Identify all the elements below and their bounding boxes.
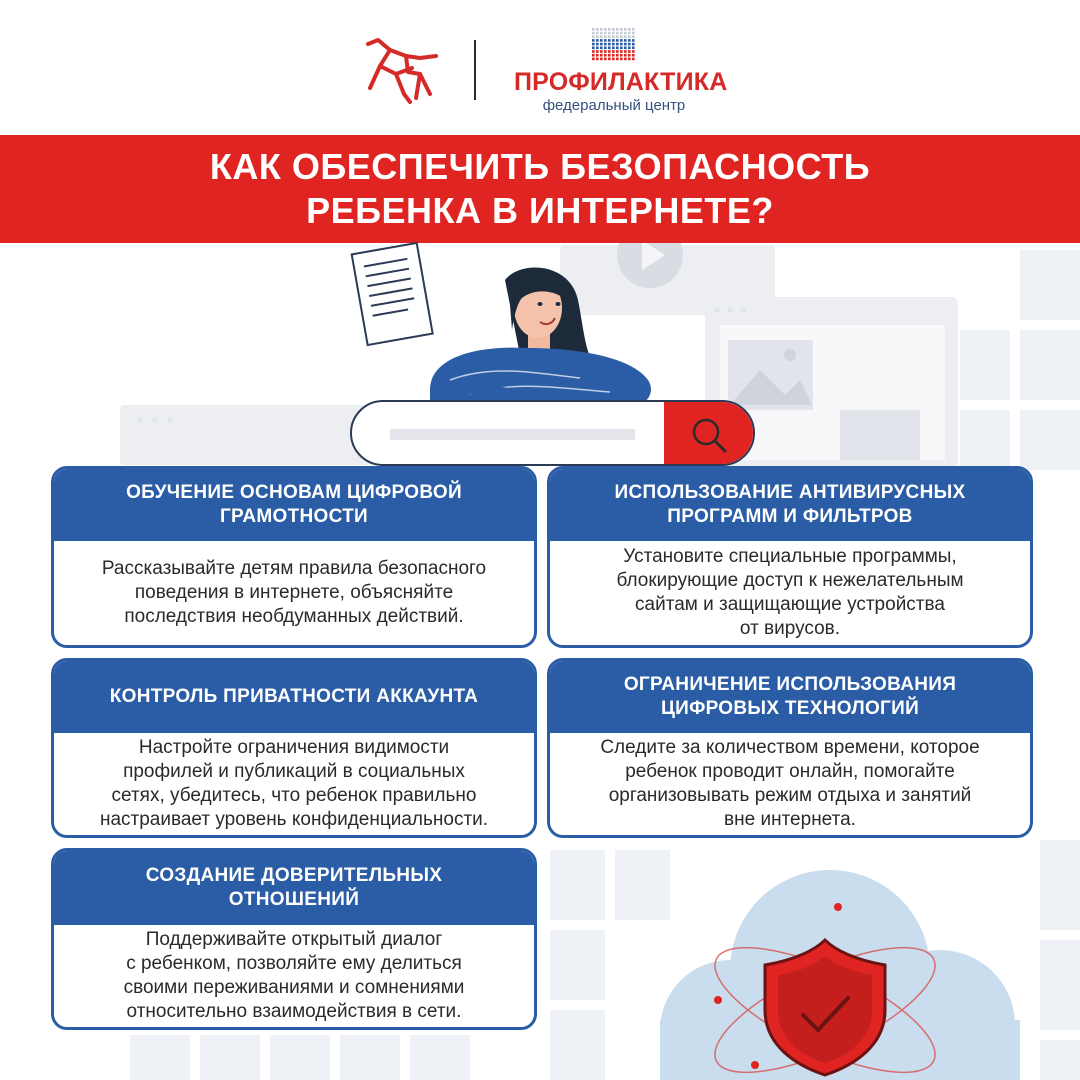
card-limit-digital-use	[547, 658, 1033, 838]
search-bar[interactable]	[350, 400, 755, 466]
card-text: Настройте ограничения видимости профилей и публикаций в социальных сетях, убедитесь, что ребенок правильно настраивает уровень конфиденциальности.	[99, 737, 489, 830]
flag-dots-logo-icon	[592, 28, 638, 62]
card-title: СОЗДАНИЕ ДОВЕРИТЕЛЬНЫХ ОТНОШЕНИЙ	[54, 851, 534, 925]
card-text: Установите специальные программы, блокирующие доступ к нежелательным сайтам и защищающие устройства от вирусов.	[616, 546, 964, 639]
card-digital-literacy	[51, 466, 537, 648]
search-placeholder-line	[390, 429, 635, 440]
card-title: ОГРАНИЧЕНИЕ ИСПОЛЬЗОВАНИЯ ЦИФРОВЫХ ТЕХНОЛОГИЙ	[550, 661, 1030, 733]
search-button[interactable]	[664, 402, 755, 466]
title-banner	[0, 135, 1080, 243]
brand-title: ПРОФИЛАКТИКА	[514, 68, 728, 96]
card-text: Поддерживайте открытый диалог с ребенком, позволяйте ему делиться своими переживаниями и сомнениями относительно взаимодействия в сети.	[123, 929, 465, 1022]
search-icon	[682, 410, 742, 460]
cloud-shield-illustration	[620, 860, 1040, 1080]
card-title: ОБУЧЕНИЕ ОСНОВАМ ЦИФРОВОЙ ГРАМОТНОСТИ	[54, 469, 534, 541]
card-text: Следите за количеством времени, которое ребенок проводит онлайн, помогайте организовывать режим отдыха и занятий вне интернета.	[600, 737, 980, 830]
page-title: КАК ОБЕСПЕЧИТЬ БЕЗОПАСНОСТЬ РЕБЕНКА В ИНТЕРНЕТЕ?	[209, 146, 871, 231]
card-account-privacy	[51, 658, 537, 838]
card-text: Рассказывайте детям правила безопасного поведения в интернете, объясняйте последствия необдуманных действий.	[101, 558, 487, 627]
card-trust-relationship	[51, 848, 537, 1030]
header	[0, 0, 1080, 135]
brand-subtitle: федеральный центр	[542, 97, 686, 114]
card-title: ИСПОЛЬЗОВАНИЕ АНТИВИРУСНЫХ ПРОГРАММ И ФИЛЬТРОВ	[550, 469, 1030, 541]
card-antivirus-filters	[547, 466, 1033, 648]
logo-divider	[474, 40, 476, 100]
horse-logo-icon	[360, 36, 440, 106]
card-title: КОНТРОЛЬ ПРИВАТНОСТИ АККАУНТА	[54, 661, 534, 733]
